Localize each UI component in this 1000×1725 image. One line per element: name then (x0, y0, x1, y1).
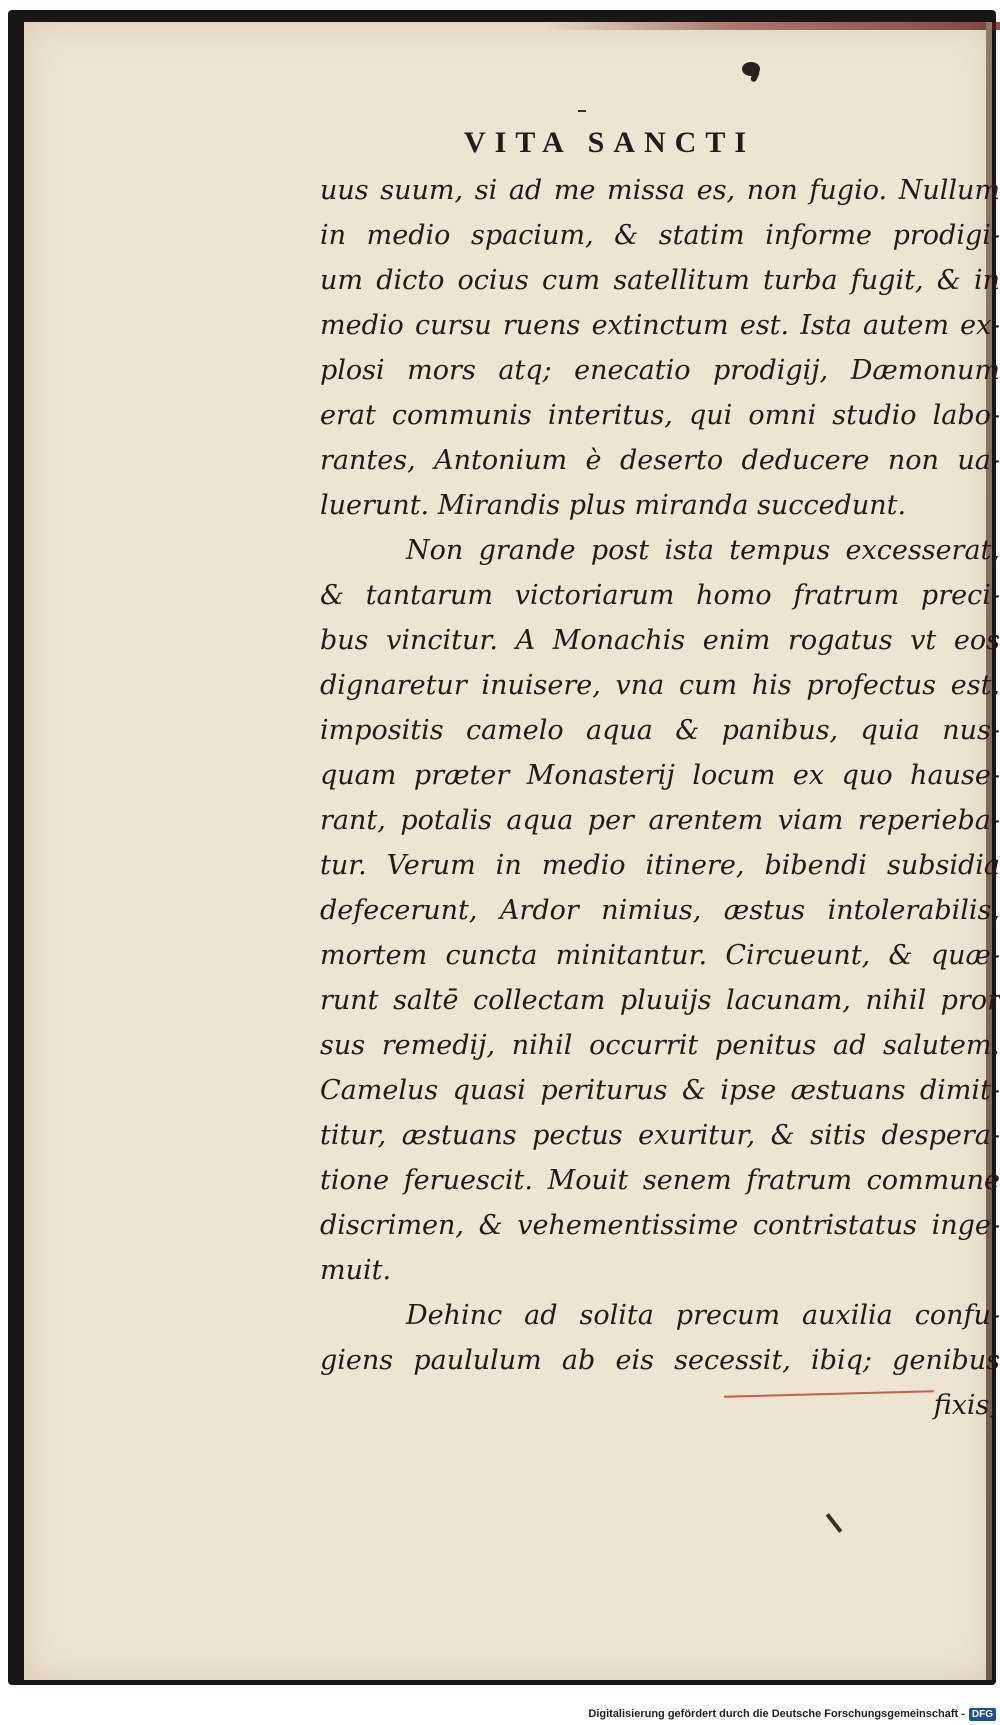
catchword: fixis, (933, 1390, 998, 1421)
text-line: dignaretur inuisere, vna cum his profectus est, (320, 670, 1000, 701)
text-line: tione feruescit. Mouit senem fratrum commune (320, 1165, 1000, 1196)
text-line: rantes, Antonium è deserto deducere non ua- (320, 445, 1000, 476)
page-top-edge (544, 22, 1000, 30)
ink-blot-mark (742, 62, 760, 76)
text-line: tur. Verum in medio itinere, bibendi subsidia (320, 850, 1000, 881)
page-text-block (320, 168, 1000, 1428)
digitization-footer (588, 1703, 996, 1725)
text-line: defecerunt, Ardor nimius, æstus intolerabilis, (320, 895, 1000, 926)
running-head: VITA SANCTI (464, 126, 755, 159)
text-line: uus suum, si ad me missa es, non fugio. Nullum (320, 175, 1000, 206)
text-line: medio cursu ruens extinctum est. Ista autem ex- (320, 310, 1000, 341)
dfg-logo: DFG (969, 1708, 996, 1721)
text-line: Dehinc ad solita precum auxilia confu- (406, 1300, 1000, 1331)
text-line: impositis camelo aqua & panibus, quia nus- (320, 715, 1000, 746)
text-line: quam præter Monasterij locum ex quo hause- (320, 760, 1000, 791)
text-line: giens paululum ab eis secessit, ibiq; genibus (320, 1345, 1000, 1376)
text-line: Camelus quasi periturus & ipse æstuans dimit- (320, 1075, 1000, 1106)
funding-credit: Digitalisierung gefördert durch die Deutsche Forschungsgemeinschaft - (588, 1708, 965, 1720)
text-line: rant, potalis aqua per arentem viam reperieba- (320, 805, 1000, 836)
text-line: mortem cuncta minitantur. Circueunt, & quæ- (320, 940, 1000, 971)
text-line: plosi mors atq; enecatio prodigij, Dæmonum (320, 355, 1000, 386)
paper-stain (826, 1513, 843, 1533)
text-line: titur, æstuans pectus exuritur, & sitis despera- (320, 1120, 1000, 1151)
header-ornament (578, 110, 586, 112)
text-line: Non grande post ista tempus excesserat, (406, 535, 1000, 566)
text-line: erat communis interitus, qui omni studio labo- (320, 400, 1000, 431)
text-line: muit. (320, 1255, 392, 1286)
text-line: luerunt. Mirandis plus miranda succedunt. (320, 490, 907, 521)
text-line: sus remedij, nihil occurrit penitus ad salutem. (320, 1030, 1000, 1061)
text-line: & tantarum victoriarum homo fratrum preci- (320, 580, 1000, 611)
text-line: discrimen, & vehementissime contristatus inge- (320, 1210, 1000, 1241)
text-line: in medio spacium, & statim informe prodigi- (320, 220, 1000, 251)
text-line: bus vincitur. A Monachis enim rogatus vt eos (320, 625, 1000, 656)
text-line: runt saltē collectam pluuijs lacunam, nihil pror (320, 985, 1000, 1016)
text-line: um dicto ocius cum satellitum turba fugit, & in (320, 265, 1000, 296)
book-page (24, 22, 1000, 1680)
